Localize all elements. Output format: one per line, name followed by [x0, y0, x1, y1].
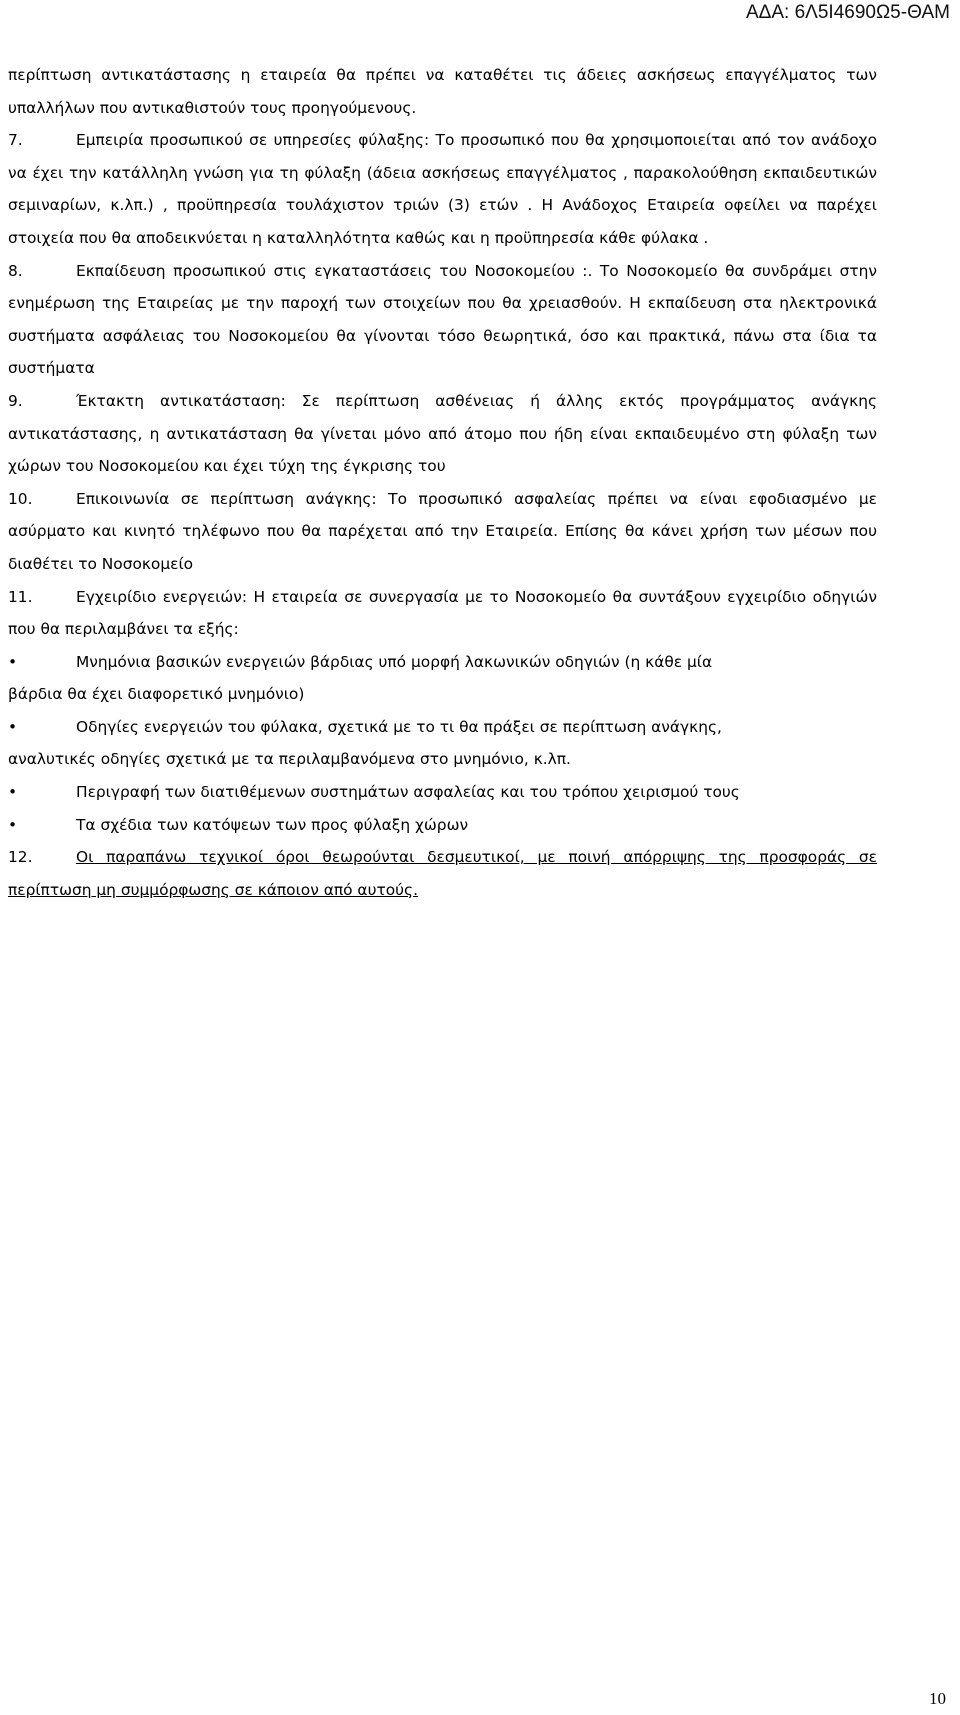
bullet-continuation: βάρδια θα έχει διαφορετικό μνημόνιο): [8, 685, 305, 704]
item-8: [8, 255, 877, 385]
bullet-text: Μνημόνια βασικών ενεργειών βάρδιας υπό μορφή λακωνικών οδηγιών (η κάθε μία: [76, 652, 713, 671]
item-text: Εμπειρία προσωπικού σε υπηρεσίες φύλαξης: Το προσωπικό που θα χρησιμοποιείται από τον ανάδοχο να έχει την κατάλληλη γνώση για τη φύλαξη (άδεια ασκήσεως επαγγέλματος , παρακολούθηση εκπαιδευτικών σεμιναρίων, κ.λπ.) , προϋπηρεσία τουλάχιστον τριών (3) ετών . Η Ανάδοχος Εταιρεία οφείλει να παρέχει στοιχεία που θα αποδεικνύεται η καταλληλότητα καθώς και η προϋπηρεσία κάθε φύλακα .: [8, 131, 877, 247]
item-number: 9.: [8, 391, 23, 410]
item-9: [8, 385, 877, 483]
bullet-item: [8, 776, 877, 809]
item-text: Έκτακτη αντικατάσταση: Σε περίπτωση ασθένειας ή άλλης εκτός προγράμματος ανάγκης αντικατάστασης, η αντικατάσταση θα γίνεται μόνο από άτομο που ήδη είναι εκπαιδευμένο στη φύλαξη των χώρων του Νοσοκομείου και έχει τύχη της έγκρισης του: [8, 391, 877, 476]
item-number: 7.: [8, 131, 23, 150]
document-body: [8, 59, 877, 906]
item-text: Εκπαίδευση προσωπικού στις εγκαταστάσεις του Νοσοκομείου :. Το Νοσοκομείο θα συνδράμει στην ενημέρωση της Εταιρείας με την παροχή των στοιχείων που θα χρειασθούν. Η εκπαίδευση στα ηλεκτρονικά συστήματα ασφάλειας του Νοσοκομείου θα γίνονται τόσο θεωρητικά, όσο και πρακτικά, πάνω στα ίδια τα συστήματα: [8, 261, 877, 378]
bullet-icon: [8, 711, 76, 744]
bullet-item: [8, 646, 877, 679]
item-text-underlined: Οι παραπάνω τεχνικοί όροι θεωρούνται δεσμευτικοί, με ποινή απόρριψης της προσφοράς σε περίπτωση μη συμμόρφωσης σε κάποιον από αυτούς.: [8, 848, 877, 899]
paragraph-continuation: περίπτωση αντικατάστασης η εταιρεία θα πρέπει να καταθέτει τις άδειες ασκήσεως επαγγέλματος των υπαλλήλων που αντικαθιστούν τους προηγούμενους.: [8, 66, 877, 117]
bullet-item: [8, 711, 877, 744]
item-number: 11.: [8, 587, 33, 606]
item-11: [8, 581, 877, 646]
bullet-item: [8, 809, 877, 842]
item-12: [8, 841, 877, 906]
item-7: [8, 124, 877, 254]
page-number: 10: [929, 1689, 946, 1708]
bullet-icon: [8, 646, 76, 679]
item-text: Εγχειρίδιο ενεργειών: Η εταιρεία σε συνεργασία με το Νοσοκομείο θα συντάξουν εγχειρίδιο οδηγιών που θα περιλαμβάνει τα εξής:: [8, 587, 877, 639]
bullet-continuation: αναλυτικές οδηγίες σχετικά με τα περιλαμβανόμενα στο μνημόνιο, κ.λπ.: [8, 750, 571, 769]
item-number: 8.: [8, 261, 23, 280]
bullet-text: Οδηγίες ενεργειών του φύλακα, σχετικά με το τι θα πράξει σε περίπτωση ανάγκης,: [76, 717, 722, 736]
bullet-text: Τα σχέδια των κατόψεων των προς φύλαξη χώρων: [76, 815, 469, 834]
item-10: [8, 483, 877, 581]
bullet-icon: [8, 776, 76, 809]
item-number: 12.: [8, 848, 33, 867]
ada-code: ΑΔΑ: 6Λ5Ι4690Ω5-ΘΑΜ: [746, 2, 950, 23]
bullet-text: Περιγραφή των διατιθέμενων συστημάτων ασφαλείας και του τρόπου χειρισμού τους: [76, 783, 740, 802]
item-text: Επικοινωνία σε περίπτωση ανάγκης: Το προσωπικό ασφαλείας πρέπει να είναι εφοδιασμένο με ασύρματο και κινητό τηλέφωνο που θα παρέχεται από την Εταιρεία. Επίσης θα κάνει χρήση των μέσων που διαθέτει το Νοσοκομείο: [8, 489, 877, 573]
bullet-icon: [8, 809, 76, 842]
item-number: 10.: [8, 489, 33, 508]
